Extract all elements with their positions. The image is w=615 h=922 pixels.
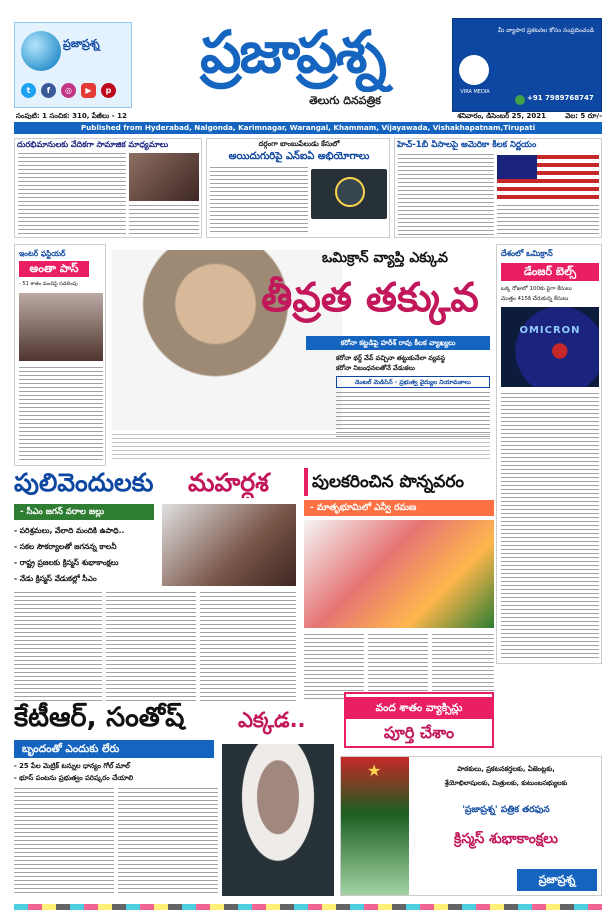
top-story-3-body-2 [497,205,599,235]
ktr-sub: బృందంతో ఎందుకు లేరు [14,740,214,758]
issue-price: వెల: 5 రూ/- [565,112,602,120]
pulivendula-headline-b: మహర్దశ [188,468,269,497]
top-story-1-headline: దురభిమానులకు వేదికగా సామాజిక మాధ్యమాలు [17,140,169,149]
issue-date: శనివారం, డిసెంబర్ 25, 2021 [457,112,546,120]
danger-bells-headline: డేంజర్ బెల్స్ [501,263,599,281]
pulivendula-body-3 [200,592,296,702]
lead-body [336,392,490,438]
lead-kicker: ఒమిక్రాన్ వ్యాప్తి ఎక్కువ [322,250,448,266]
lead-bullet-1: కరోనా థర్డ్ వేవ్ వచ్చినా తట్టుకునేలా వ్యవస్థ [336,354,446,362]
christmas-brand: ప్రజాప్రశ్న [517,869,597,891]
instagram-icon[interactable]: ◎ [61,83,76,98]
lead-headline: తీవ్రత తక్కువ [261,275,479,321]
volume-info: సంపుటి: 1 సంచిక: 310, పేజీలు - 12 [16,112,127,120]
us-flag-canton [497,155,537,179]
top-story-3[interactable] [394,138,602,238]
ktr-body-1 [14,788,114,896]
omicron-label: OMICRON [519,325,581,336]
small-logo-text: ప్రజాప్రశ్న [63,37,100,50]
christmas-line-2: శ్రేయోభిలాషులకు, మిత్రులకు, కుటుంబసభ్యులకు [444,779,568,787]
print-marks [14,904,602,910]
lead-side-body [112,434,490,460]
nv-ramana-photo [304,520,494,628]
danger-bells-box[interactable] [496,244,602,664]
pinterest-icon[interactable]: p [101,83,116,98]
ad-brand: VIRA MEDIA [460,89,490,95]
christmas-from: 'ప్రజాప్రశ్న' పత్రిక తరఫున [462,805,550,815]
ad-phone[interactable]: +91 7989768747 [527,94,594,102]
header-ad [452,18,602,112]
ad-text: మీ వ్యాపార ప్రకటనల కోసం సంప్రదించండి [498,27,594,34]
ponnavaram-headline: పులకరించిన పొన్నవరం [304,468,494,496]
lead-tag: డెంటల్ మెడిసిన్ - ప్రభుత్వ వైద్యుల నియామకాలు [336,376,490,388]
minister-portrait [19,293,103,361]
inter-pass-box[interactable] [14,244,106,466]
ponnavaram-sub: - మాతృభూమిలో ఎన్వీ రమణ [304,500,494,516]
top-story-2-kicker: దర్గంగా బాంబుపేలుడు కేసులో [258,140,340,148]
star-icon: ★ [367,761,382,780]
danger-bells-bullet-2: మొత్తం 415కి చేరుకున్న కేసులు [501,296,569,302]
facebook-icon[interactable]: f [41,83,56,98]
cm-jagan-photo [162,504,296,586]
christmas-greeting: క్రిస్మస్ శుభాకాంక్షలు [454,831,558,847]
ktr-bullet-2: - భూస్ పంటను ప్రభుత్వం పరిష్కరం చేయాలి [14,774,134,782]
top-story-2[interactable] [206,138,390,238]
inter-pass-body [19,367,103,461]
revanth-photo [222,744,334,896]
top-story-1-body-2 [129,205,199,235]
vaccine-line-1: వంద శాతం వ్యాక్సిన్లు [346,697,492,719]
pulivendula-bullet-1: - పరిశ్రమలు, వేలాది మందికి ఉపాధి.. [14,526,125,535]
whatsapp-icon [515,95,525,105]
top-story-1-body [18,153,126,235]
top-story-1[interactable] [14,138,202,238]
lead-sub: కరోనా కట్టడిపై హరీశ్ రావు కీలక వ్యాఖ్యలు [306,336,490,350]
top-story-2-headline: అయిదుగురిపై ఎన్ఐఏ అభియోగాలు [228,151,370,162]
ktr-body-2 [118,788,218,896]
pulivendula-bullet-2: - సకల సౌకర్యాలతో జగనన్న కాలనీ [14,542,117,551]
omicron-photo [501,307,599,387]
pulivendula-body-2 [106,592,196,702]
gavel-photo [129,153,199,201]
ktr-bullet-1: - 25 పేల మెట్రిక్ టన్నుల ధాన్యం గోల్ మాల్ [14,762,130,770]
lead-bullet-2: కరోనా నిబంధనలతోనే వేడుకలు [336,364,415,372]
christmas-ad[interactable] [340,756,602,896]
inter-pass-sub: - 51 శాతం మందిపై సడలింపు [19,281,78,287]
pulivendula-body-1 [14,592,102,702]
top-story-3-body [398,154,494,235]
pulivendula-bullet-3: - రాష్ట్ర ప్రజలకు క్రిస్మస్ శుభాకాంక్షలు [14,558,119,567]
ktr-headline-b: ఎక్కడ.. [238,708,306,732]
ktr-headline-a: కేటీఆర్, సంతోష్ [14,702,185,733]
ad-logo-icon [459,55,489,85]
inter-pass-headline: అంతా పాస్ [19,261,89,277]
pulivendula-bullet-4: - నేడు క్రిస్మస్ వేడుకల్లో సీఎం [14,574,97,583]
danger-bells-body [501,393,599,659]
globe-icon [21,31,61,71]
top-story-3-headline: హెచ్-1బీ వీసాలపై అమెరికా కీలక నిర్ణయం [397,140,537,150]
christmas-line-1: పాఠకులు, ప్రకటనకర్తలకు, ఏజెంట్లకు, [457,765,555,773]
danger-bells-bullet-1: ఒక్క రోజులో 100కు పైగా కేసులు [501,286,572,292]
masthead-title: ప్రజాప్రశ్న [200,18,385,86]
danger-bells-kicker: దేశంలో ఒమిక్రాన్ [501,249,553,258]
inter-pass-kicker: ఇంటర్ ఫస్టియర్ [19,249,66,258]
pulivendula-sub: - సీఎం జగన్ వరాల జల్లు [14,504,154,520]
youtube-icon[interactable]: ▶ [81,83,96,98]
vaccine-line-2: పూర్తి చేశాం [383,723,455,742]
pulivendula-headline-a: పులివెందులకు [14,468,154,497]
top-story-2-body [210,167,308,235]
vaccine-box[interactable] [344,692,494,748]
masthead-subtitle: తెలుగు దినపత్రిక [309,94,381,107]
published-strip: Published from Hyderabad, Nalgonda, Karimnagar, Warangal, Khammam, Vijayawada, Vishakhapatnam,Tirupati [14,122,602,134]
twitter-icon[interactable]: t [21,83,36,98]
small-logo-panel [14,22,132,108]
nia-emblem-icon [335,177,365,207]
